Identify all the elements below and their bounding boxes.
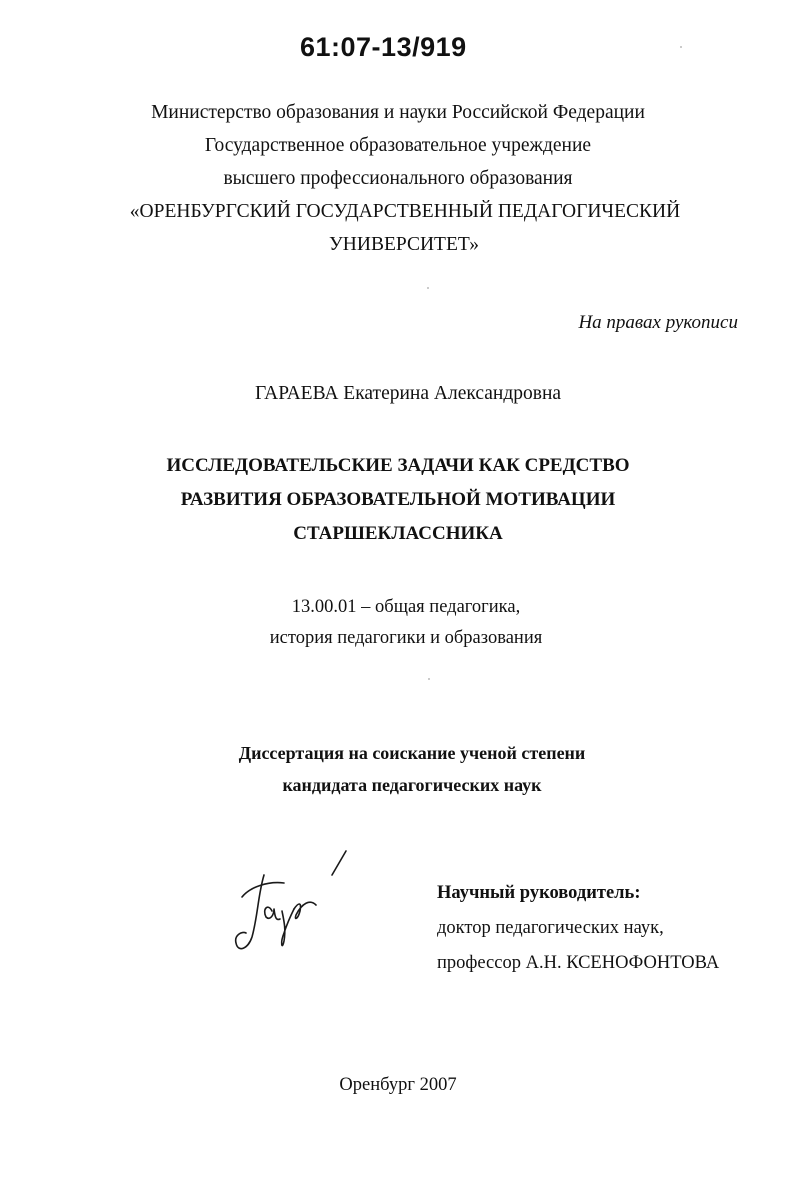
scan-speck xyxy=(680,46,682,48)
city-and-year: Оренбург 2007 xyxy=(339,1075,457,1095)
title-line: РАЗВИТИЯ ОБРАЗОВАТЕЛЬНОЙ МОТИВАЦИИ xyxy=(180,489,616,510)
institution-type-line: Государственное образовательное учреждение xyxy=(204,135,592,156)
degree-line: Диссертация на соискание ученой степени xyxy=(238,743,586,763)
supervisor-block xyxy=(437,876,719,981)
author-signature xyxy=(228,845,368,965)
dissertation-title xyxy=(0,449,796,551)
manuscript-rights-note: На правах рукописи xyxy=(578,312,738,333)
specialty xyxy=(0,592,796,654)
supervisor-heading: Научный руководитель: xyxy=(437,883,641,903)
university-name-line-2: УНИВЕРСИТЕТ» xyxy=(328,234,480,255)
ministry-line: Министерство образования и науки Российской Федерации xyxy=(151,102,645,123)
scan-speck xyxy=(427,287,429,289)
degree-statement xyxy=(0,737,796,801)
specialty-name-line: история педагогики и образования xyxy=(269,628,543,648)
author-name: ГАРАЕВА Екатерина Александровна xyxy=(255,383,562,404)
title-line: СТАРШЕКЛАССНИКА xyxy=(293,523,503,544)
institution-header xyxy=(0,96,796,261)
university-name-line: «ОРЕНБУРГСКИЙ ГОСУДАРСТВЕННЫЙ ПЕДАГОГИЧЕСКИЙ xyxy=(129,201,681,222)
scan-speck xyxy=(428,678,430,680)
specialty-code-line: 13.00.01 – общая педагогика, xyxy=(291,597,521,617)
degree-line: кандидата педагогических наук xyxy=(282,775,542,795)
supervisor-name: профессор А.Н. КСЕНОФОНТОВА xyxy=(437,953,720,973)
supervisor-degree: доктор педагогических наук, xyxy=(437,918,664,938)
title-line: ИССЛЕДОВАТЕЛЬСКИЕ ЗАДАЧИ КАК СРЕДСТВО xyxy=(166,455,630,476)
catalog-number: 61:07-13/919 xyxy=(300,32,467,62)
education-level-line: высшего профессионального образования xyxy=(223,168,573,189)
